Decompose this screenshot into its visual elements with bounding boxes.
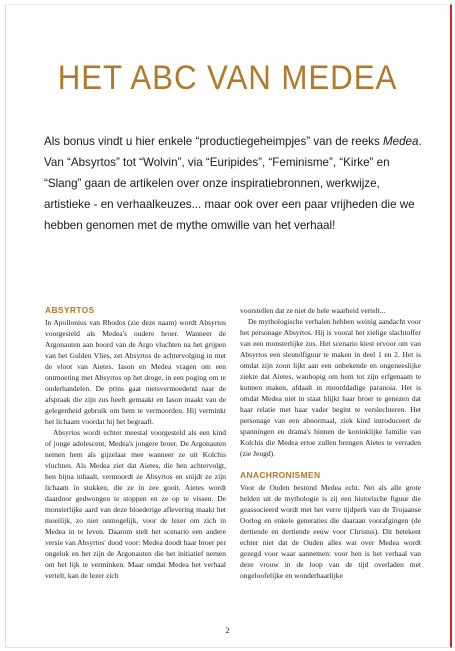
intro-line1-before: Als bonus vindt u hier enkele “productiegeheimpjes” van de reeks (44, 135, 383, 148)
anachronismen-body (240, 482, 421, 581)
absyrtos-body (45, 317, 226, 581)
intro-line1-italic: Medea (383, 135, 419, 148)
section-heading-anachronismen: ANACHRONISMEN (240, 470, 321, 480)
section-heading-absyrtos: ABSYRTOS (45, 305, 95, 315)
intro-line1-after: . (418, 135, 422, 148)
page-title: HET ABC VAN MEDEA (57, 59, 398, 97)
absyrtos-paragraph-1: In Apollonius van Rhodos (zie deze naam) wordt Absyrtos voorgesteld als Medea's oudere broer. Wanneer de Argonauten aan boord van de Argo vluchten na het grijpen van het Gulden Vlies, zet Absyrtos de achtervolging in met de vloot van Aietes. Iason en Medea vragen om een ontmoeting met Absyrtos op het droge, in een poging om te onderhandelen. De prins gaat nietsvermoedend naar de afspraak die zijn zus heeft gemaakt en Iason maakt van de gelegenheid gebruik om hem te vermoorden. Hij verminkt het lichaam voordat hij het begraaft. (45, 318, 226, 426)
absyrtos-continued-body (240, 305, 421, 459)
absyrtos-continued-paragraph-2: De mythologische verhalen hebben weinig aandacht voor het personage Absyrtos. Hij is vooral het zielige slachtoffer van een monsterlijke zus. Het scenario kiest ervoor om van Absyrtos een sleutelfiguur te maken in deel 1 en 2. Het is omdat zijn zoon lijkt aan een onbekende en ongeneeslijke ziekte dat Aietes, wanhopig om hem tot zijn erfgenaam te kunnen maken, afdaalt in moorddadige paranoia. Het is omdat Medea niet in staat blijkt haar broer te genezen dat haar relatie met haar vader begint te verslechteren. Het personage van een abnormaal, ziek kind introduceert de spanningen en drama's binnen de koninklijke familie van Kolchis die Medea ertoe zullen brengen Aietes te verraden (zie Jeugd). (240, 317, 421, 458)
absyrtos-paragraph-2: Absyrtos wordt echter meestal voorgesteld als een kind of jonge adolescent, Medea's jongere broer. De Argonauten nemen hem als gijzelaar mee wanneer ze uit Kolchis vluchten. Als Medea ziet dat Aietes, die hen achtervolgt, hen bijna inhaalt, vermoordt ze Absyrtos en snijdt ze zijn lichaam in stukken, die ze in zee gooit. Aietes wordt daardoor gedwongen te stoppen en ze op te vissen. De monsterlijke aard van deze bloederige aflevering maakt het moeilijk, zo niet onmogelijk, voor de lezer om zich in Medea in te leven. Daarom stelt het scenario een andere versie van Absyrtos' dood voor: Medea doodt haar broer per ongeluk en het zijn de Argonauten die het initiatief nemen om het lijk te verminken. Maar omdat Medea het verhaal vertelt, kan de lezer zich (45, 428, 226, 580)
right-column (240, 305, 421, 581)
anachronismen-paragraph-1: Voor de Ouden bestond Medea echt. Net als alle grote helden uit de mythologie is zij een historische figuur die geassocieerd wordt met het verre tijdperk van de Trojaanse Oorlog en enkele generaties die daaraan voorafgingen (de dertiende en dertiende eeuw voor Christus). Dit betekent echter niet dat de Ouden alles wat over Medea wordt gezegd voor waar aannemen: voor hen is het verhaal van deze vrouw in de loop van de tijd overladen met ongeloofelijke en wonderbaarlijke (240, 483, 421, 580)
intro-paragraph-1 (44, 131, 422, 152)
absyrtos-continued-paragraph-1: voorstellen dat ze niet de hele waarheid vertelt... (240, 306, 386, 315)
intro-paragraph-2: Van “Absyrtos” tot “Wolvin”, via “Euripides”, “Feminisme”, “Kirke” en “Slang” gaan de artikelen over onze inspiratiebronnen, werkwijze, artistieke - en verhaalkeuzes... maar ook over een paar vrijheden die we hebben genomen met de mythe omwille van het verhaal! (44, 156, 415, 232)
article-columns (45, 305, 421, 581)
page-number: 2 (225, 626, 230, 635)
left-column (45, 305, 226, 581)
intro-text (44, 131, 422, 236)
